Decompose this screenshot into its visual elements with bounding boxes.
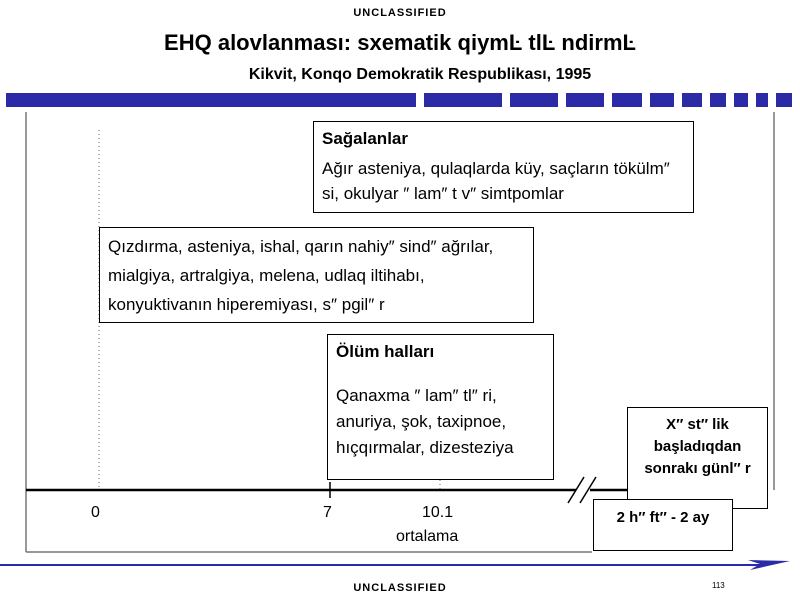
tick-label-10-1: 10.1 xyxy=(422,504,454,521)
classification-bottom: UNCLASSIFIED xyxy=(353,582,447,594)
deaths-text: Qanaxma ″ lam″ tl″ ri, anuriya, şok, taxipnoe, hıçqırmalar, dizesteziya xyxy=(336,386,514,457)
slide-subtitle: Kikvit, Konqo Demokratik Respublikası, 1995 xyxy=(248,66,592,83)
slide-title: EHQ alovlanması: sxematik qiymĿ tlĿ ndirmĿ xyxy=(164,30,636,55)
early-symptoms-text: Qızdırma, asteniya, ishal, qarın nahiy″ sind″ ağrılar, mialgiya, artralgiya, melena, udlaq iltihabı, konyuktivanın hiperemiyası, s″ pgil″ r xyxy=(108,237,494,314)
tick-note: ortalama xyxy=(396,528,459,545)
axis-caption-box xyxy=(627,407,768,509)
classification-top: UNCLASSIFIED xyxy=(353,7,447,19)
survivors-title: Sağalanlar xyxy=(322,129,408,148)
range-label: 2 h″ ft″ - 2 ay xyxy=(616,509,710,526)
page-number: 113 xyxy=(712,581,725,590)
survivors-box xyxy=(313,121,694,213)
survivors-text: Ağır asteniya, qulaqlarda küy, saçların tökülm″ si, okulyar ″ lam″ t v″ simtpomlar xyxy=(322,159,670,203)
range-label-box xyxy=(593,499,733,551)
deaths-title: Ölüm halları xyxy=(336,342,435,361)
early-symptoms-box xyxy=(99,227,534,323)
deaths-box xyxy=(327,334,554,480)
tick-label-7: 7 xyxy=(323,504,332,521)
axis-caption: X″ st″ lik başladıqdan sonrakı günl″ r xyxy=(644,416,751,477)
tick-label-0: 0 xyxy=(91,504,100,521)
